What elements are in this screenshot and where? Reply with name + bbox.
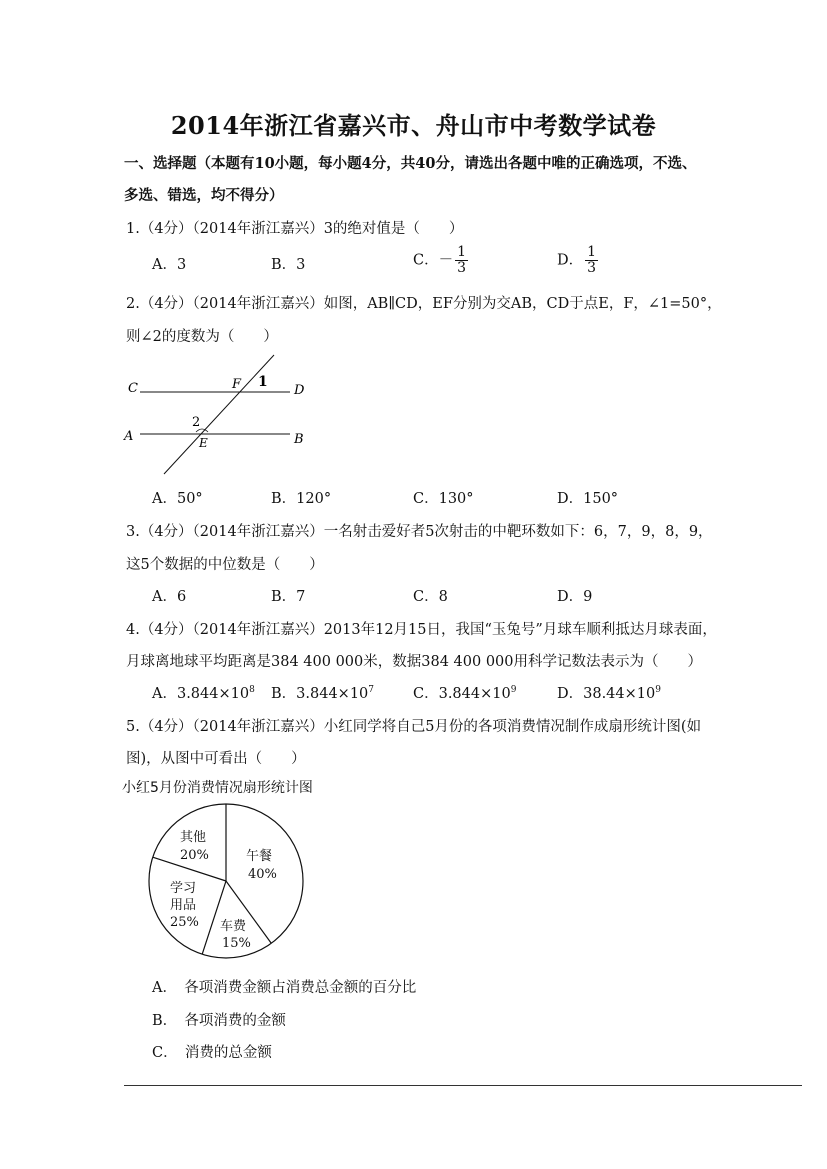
q1-option-c-denominator: 3 (457, 260, 467, 276)
section-heading-line1: 一、选择题（本题有10小题，每小题4分，共40分，请选出各题中唯的正确选项，不选、 (124, 155, 697, 172)
q3-stem-line2: 这5个数据的中位数是（ ） (126, 557, 324, 573)
q4-option-c (413, 682, 516, 703)
q3-option-d: D．9 (557, 589, 593, 605)
q2-stem-line2: 则∠2的度数为（ ） (126, 329, 278, 345)
label-a: A (124, 429, 134, 444)
footer-rule (124, 1085, 802, 1086)
q5-option-b: B． 各项消费的金额 (152, 1013, 286, 1029)
q4-option-d-exponent: 9 (655, 685, 661, 695)
q4-option-d-base: D．38.44×10 (557, 686, 656, 702)
q1-option-d-numerator: 1 (587, 244, 597, 260)
pie-chart (138, 803, 318, 973)
section-heading-line2: 多选、错选，均不得分） (124, 187, 284, 204)
transversal-ef (164, 355, 274, 474)
q4-option-b-base: B．3.844×10 (271, 686, 369, 702)
page-title: 2014年浙江省嘉兴市、舟山市中考数学试卷 (170, 111, 657, 140)
slice-pct-other: 20% (180, 848, 209, 863)
q3-option-b: B．7 (271, 589, 306, 605)
q1-option-c (413, 245, 468, 276)
label-angle-2: 2 (192, 415, 201, 430)
slice-pct-fare: 15% (222, 936, 251, 951)
q1-option-d-prefix: D． (557, 252, 584, 269)
q1-option-b: B．3 (271, 257, 306, 273)
q3-stem-line1: 3.（4分）（2014年浙江嘉兴）一名射击爱好者5次射击的中靶环数如下：6，7，9，8，9， (126, 524, 713, 540)
q2-option-b: B．120° (271, 491, 332, 507)
q1-stem: 1.（4分）（2014年浙江嘉兴）﻿﻿3的绝对值是（ ） (126, 221, 464, 237)
q3-option-c: C．8 (413, 589, 448, 605)
q1-option-d-fraction (585, 245, 598, 276)
q5-option-a: A． 各项消费金额占消费总金额的百分比 (152, 980, 417, 996)
q2-stem-line1: 2.（4分）（2014年浙江嘉兴）如图，AB∥CD，EF分别为交AB，CD于点E，F，∠1=50°， (126, 296, 722, 312)
q1-option-c-prefix: C．－ (413, 252, 454, 269)
label-d: D (294, 383, 305, 398)
q1-option-c-fraction (455, 245, 468, 276)
q5-stem-line2: 图)，从图中可看出（ ） (126, 751, 306, 767)
label-angle-1: 1 (258, 374, 268, 390)
q2-option-a: A．50° (152, 491, 203, 507)
q1-option-a: A．﻿﻿3 (152, 257, 187, 273)
label-b: B (294, 432, 304, 447)
slice-label-study-1: 学习 (170, 881, 197, 896)
parallel-lines-figure (118, 352, 318, 476)
slice-label-other: 其他 (180, 830, 207, 845)
label-f: F (232, 377, 242, 392)
label-c: C (128, 381, 138, 396)
slice-label-lunch: 午餐 (246, 849, 273, 864)
q4-option-a-base: A．3.844×10 (152, 686, 250, 702)
q4-option-a (152, 682, 255, 703)
q4-option-c-base: C．3.844×10 (413, 686, 511, 702)
q4-option-b-exponent: 7 (368, 685, 375, 695)
q4-option-a-exponent: 8 (249, 685, 255, 695)
label-e: E (199, 436, 208, 450)
q4-option-c-exponent: 9 (510, 685, 517, 695)
slice-pct-study: 25% (170, 915, 199, 930)
q1-option-d (557, 245, 598, 276)
q4-stem-line1: 4.（4分）（2014年浙江嘉兴）2013年12月15日，我国“玉兔号”月球车顺利抵达月球表面， (126, 622, 717, 638)
q1-option-d-denominator: 3 (587, 260, 597, 276)
slice-pct-lunch: 40% (248, 867, 277, 882)
q1-option-c-numerator: 1 (457, 244, 467, 260)
q5-stem-line1: 5.（4分）（2014年浙江嘉兴）小红同学将自己5月份的各项消费情况制作成扇形统计图(如 (126, 719, 702, 735)
q4-option-d (557, 682, 661, 703)
q2-option-c: C．130° (413, 491, 474, 507)
q3-option-a: A．6 (152, 589, 187, 605)
q5-option-c: C． 消费的总金额 (152, 1045, 272, 1061)
pie-chart-title: 小红5月份消费情况扇形统计图 (122, 780, 313, 796)
q2-option-d: D．150° (557, 491, 619, 507)
q4-option-b (271, 682, 374, 703)
q4-stem-line2: 月球离地球平均距离是384 400 000米，数据384 400 000用科学记数法表示为（ ） (126, 654, 702, 670)
slice-label-study-2: 用品 (170, 898, 197, 913)
slice-label-fare: 车费 (220, 919, 247, 934)
